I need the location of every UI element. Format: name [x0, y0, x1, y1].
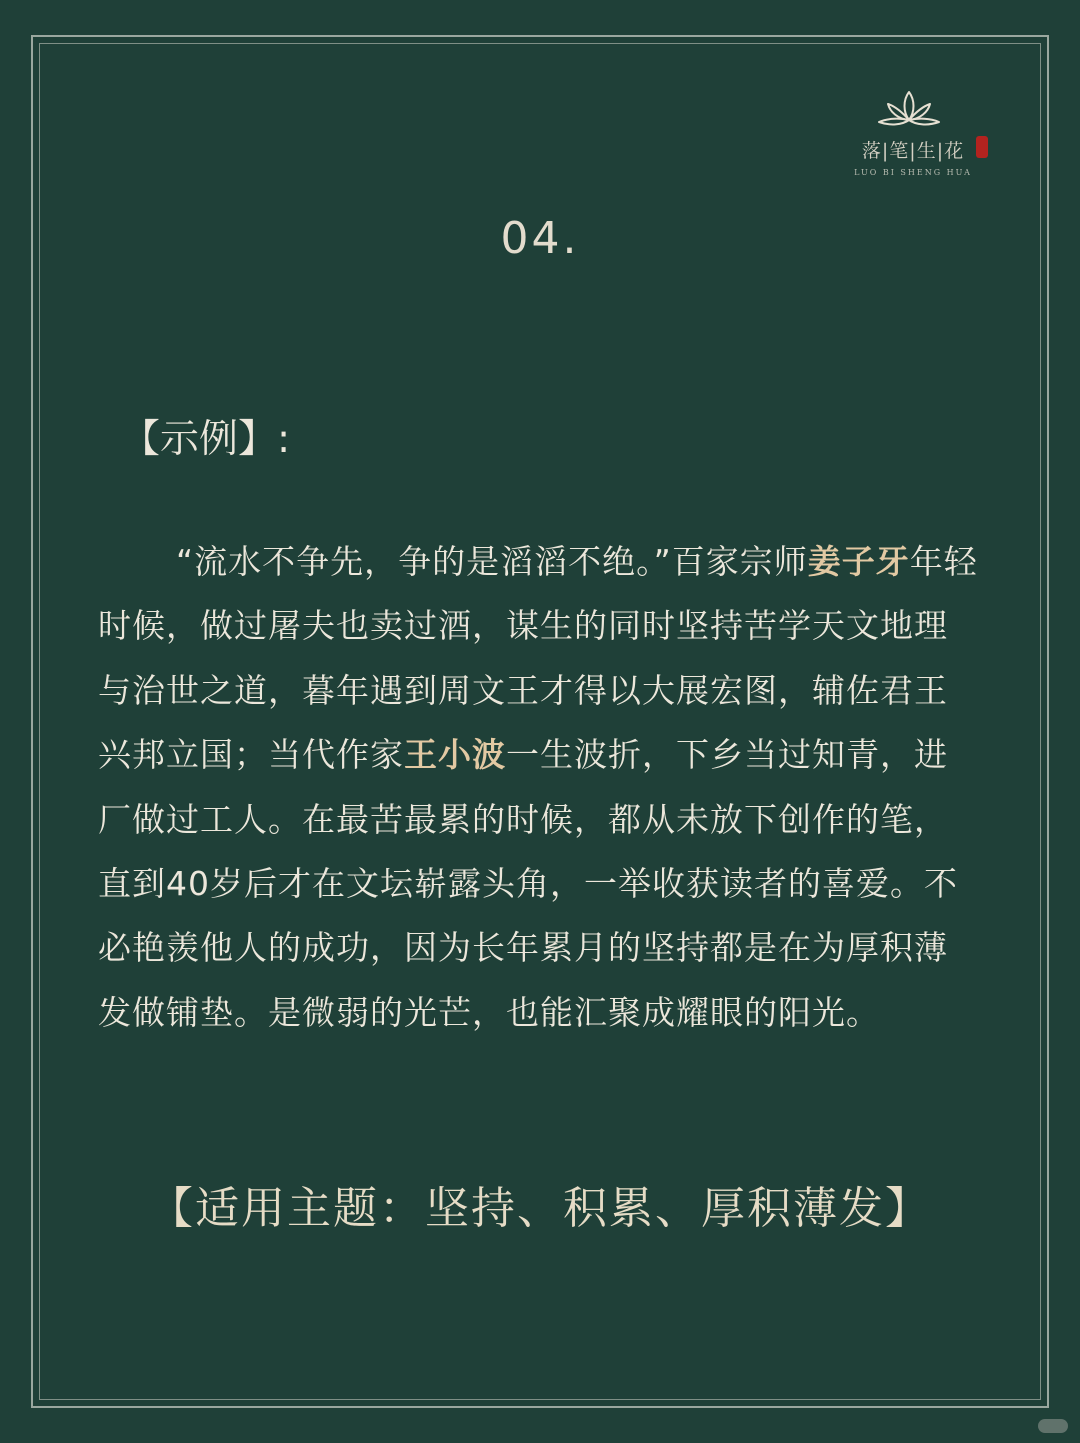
- lotus-icon: [876, 88, 942, 130]
- example-label: 【示例】:: [121, 417, 291, 462]
- brand-logo: [838, 88, 998, 183]
- theme-tag: 【适用主题：坚持、积累、厚积薄发】: [149, 1183, 931, 1234]
- body-text-part-2: 年轻时候，做过屠夫也卖过酒，谋生的同时坚持苦学天文地理与治世之道，暮年遇到周文王才得以大展宏图，辅佐君王兴邦立国；当代作家: [98, 542, 978, 775]
- brand-pinyin: LUO BI SHENG HUA: [854, 168, 972, 177]
- watermark-badge: [1038, 1419, 1068, 1433]
- seal-stamp: [976, 136, 988, 158]
- highlight-name-jiangziya: 姜子牙: [807, 542, 910, 581]
- highlight-name-wangxiaobo: 王小波: [404, 735, 506, 775]
- body-text-part-3: 一生波折，下乡当过知青，进厂做过工人。在最苦最累的时候，都从未放下创作的笔，直到40岁后才在文坛崭露头角，一举收获读者的喜爱。不必艳羡他人的成功，因为长年累月的坚持都是在为厚积薄发做铺垫。是微弱的光芒，也能汇聚成耀眼的阳光。: [98, 735, 958, 1032]
- section-number: 04.: [500, 213, 580, 264]
- brand-name: 落|笔|生|花: [861, 140, 965, 162]
- body-paragraph: [98, 530, 978, 1045]
- body-text-part-1: “流水不争先，争的是滔滔不绝。”百家宗师: [176, 542, 808, 581]
